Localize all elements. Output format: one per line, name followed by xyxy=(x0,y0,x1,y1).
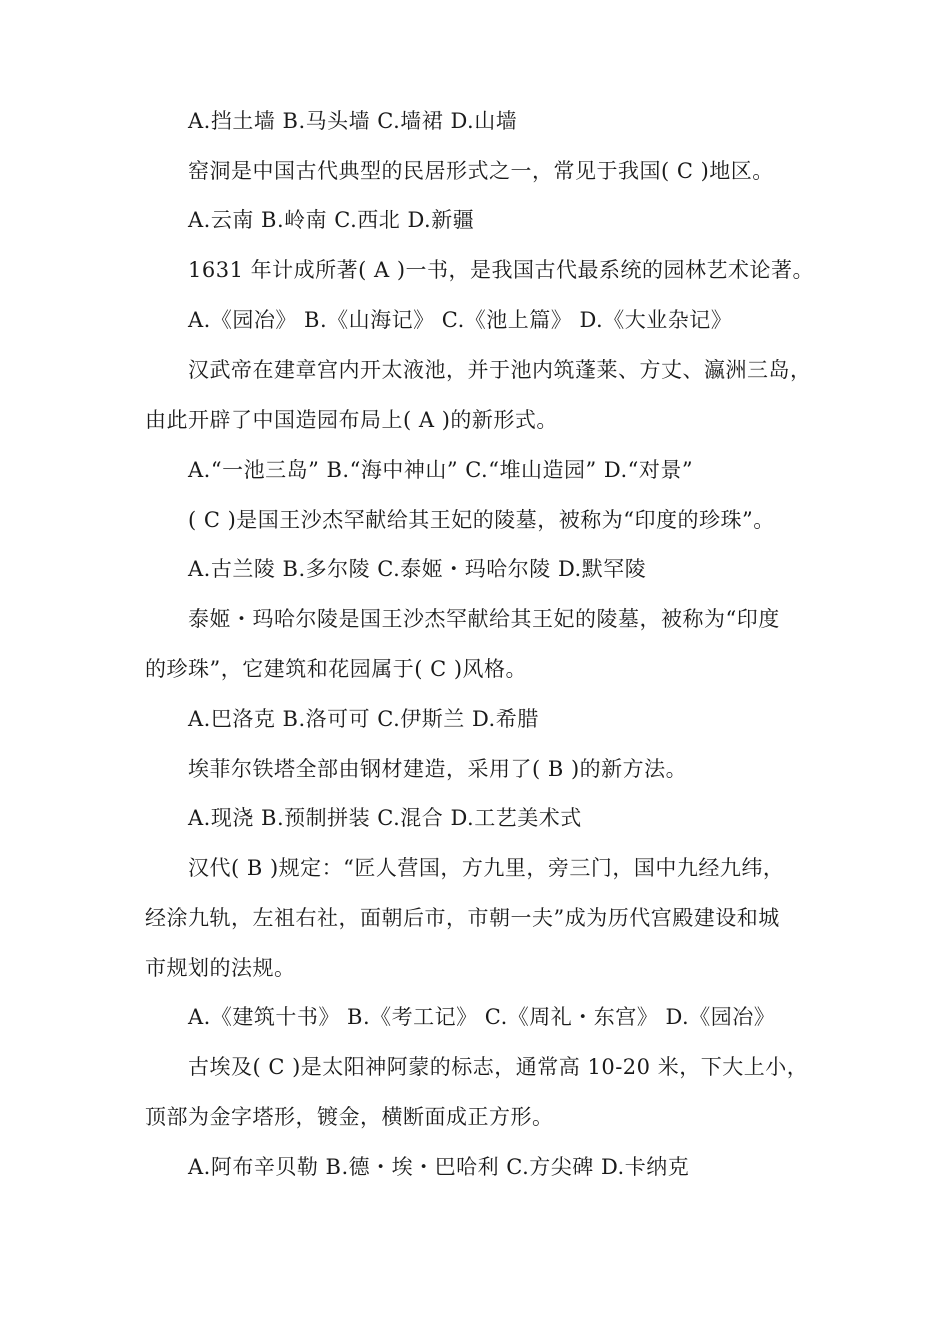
question-line-continued: 由此开辟了中国造园布局上( A )的新形式。 xyxy=(145,408,558,432)
question-line-continued: 经涂九轨，左祖右社，面朝后市，市朝一夫”成为历代宫殿建设和城 xyxy=(145,906,780,930)
question-line: ( C )是国王沙杰罕献给其王妃的陵墓，被称为“印度的珍珠”。 xyxy=(188,508,775,532)
option-line: A.《园冶》 B.《山海记》 C.《池上篇》 D.《大业杂记》 xyxy=(188,308,733,332)
question-line: 1631 年计成所著( A )一书，是我国古代最系统的园林艺术论著。 xyxy=(188,258,815,282)
question-line: 窑洞是中国古代典型的民居形式之一，常见于我国( C )地区。 xyxy=(188,159,774,183)
option-line: A.古兰陵 B.多尔陵 C.泰姬・玛哈尔陵 D.默罕陵 xyxy=(188,557,647,581)
question-line: 汉武帝在建章宫内开太液池，并于池内筑蓬莱、方丈、瀛洲三岛， xyxy=(188,358,812,382)
question-line-continued: 市规划的法规。 xyxy=(145,956,296,980)
option-line: A.《建筑十书》 B.《考工记》 C.《周礼・东宫》 D.《园冶》 xyxy=(188,1005,776,1029)
question-line: 埃菲尔铁塔全部由钢材建造，采用了( B )的新方法。 xyxy=(188,757,688,781)
question-line: 泰姬・玛哈尔陵是国王沙杰罕献给其王妃的陵墓，被称为“印度 xyxy=(188,607,780,631)
option-line: A.现浇 B.预制拼装 C.混合 D.工艺美术式 xyxy=(188,806,582,830)
option-line: A.阿布辛贝勒 B.德・埃・巴哈利 C.方尖碑 D.卡纳克 xyxy=(188,1155,690,1179)
option-line: A.挡土墙 B.马头墙 C.墙裙 D.山墙 xyxy=(188,109,518,133)
option-line: A.云南 B.岭南 C.西北 D.新疆 xyxy=(188,208,475,232)
question-line-continued: 顶部为金字塔形，镀金，横断面成正方形。 xyxy=(145,1105,554,1129)
question-line-continued: 的珍珠”，它建筑和花园属于( C )风格。 xyxy=(145,657,528,681)
question-line: 汉代( B )规定：“匠人营国，方九里，旁三门，国中九经九纬， xyxy=(188,856,785,880)
option-line: A.巴洛克 B.洛可可 C.伊斯兰 D.希腊 xyxy=(188,707,539,731)
option-line: A.“一池三岛” B.“海中神山” C.“堆山造园” D.“对景” xyxy=(188,458,694,482)
question-line: 古埃及( C )是太阳神阿蒙的标志，通常高 10-20 米，下大上小， xyxy=(188,1055,809,1079)
